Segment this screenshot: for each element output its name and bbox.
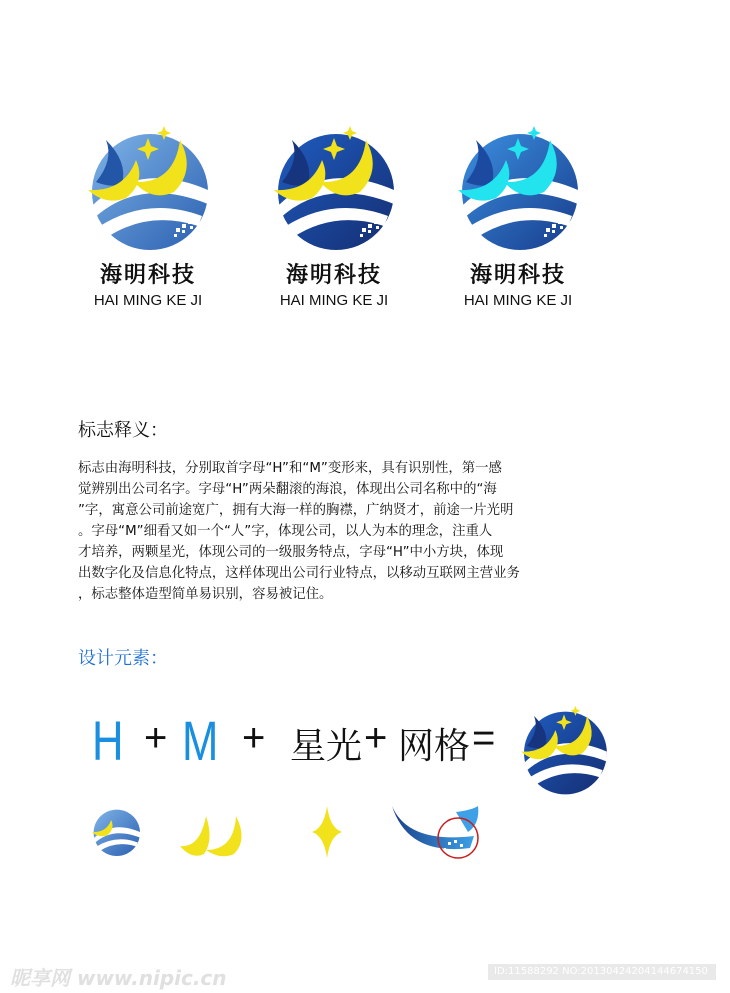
equals-sign: = [472, 716, 496, 760]
meaning-paragraph [78, 458, 638, 605]
logo-variant-light [58, 120, 238, 310]
haiming-logo-icon [264, 120, 404, 250]
haiming-logo-icon [514, 700, 614, 796]
meaning-heading: 标志释义： [78, 420, 168, 441]
plus-sign: + [364, 716, 388, 760]
brand-name-pinyin: HAI MING KE JI [93, 292, 203, 309]
meaning-line: 标志由海明科技，分别取首字母“H”和“M”变形来，具有识别性，第一感 [78, 461, 502, 476]
wave-sphere-icon [88, 800, 144, 860]
element-starlight: 星光 [290, 726, 363, 767]
letter-h: H [92, 709, 124, 772]
watermark-site: 昵享网 www.nipic.cn [10, 966, 227, 990]
haiming-logo-icon [78, 120, 218, 250]
design-heading: 设计元素： [78, 648, 168, 669]
design-elements-row [0, 800, 730, 870]
brand-name-chinese: 海明科技 [469, 263, 566, 288]
element-grid: 网格 [398, 726, 471, 767]
watermark-id-bar: ID:11588292 NO:20130424204144674150 [488, 964, 716, 980]
brand-name-chinese: 海明科技 [99, 263, 196, 288]
logo-variant-dark [244, 120, 424, 310]
meaning-line: 觉辨别出公司名字。字母“H”两朵翻滚的海浪，体现出公司名称中的“海 [78, 482, 497, 497]
brand-name-pinyin: HAI MING KE JI [279, 292, 389, 309]
brand-name-chinese: 海明科技 [285, 263, 382, 288]
meaning-line: ，标志整体造型简单易识别，容易被记住。 [78, 587, 333, 602]
plus-sign: + [242, 716, 266, 760]
meaning-line: ”字，寓意公司前途宽广，拥有大海一样的胸襟，广纳贤才，前途一片光明 [78, 503, 514, 518]
brand-name-pinyin: HAI MING KE JI [463, 292, 573, 309]
m-shape-icon [178, 810, 248, 862]
haiming-logo-icon [448, 120, 588, 250]
meaning-line: 才培养，两颗星光，体现公司的一级服务特点，字母“H”中小方块，体现 [78, 545, 504, 560]
grid-detail-icon [388, 802, 484, 866]
plus-sign: + [144, 716, 168, 760]
letter-m: M [182, 709, 219, 772]
logo-variant-cyan [428, 120, 608, 310]
design-equation [88, 700, 708, 800]
star-icon [310, 804, 344, 860]
meaning-line: 。字母“M”细看又如一个“人”字，体现公司，以人为本的理念，注重人 [78, 524, 493, 539]
meaning-line: 出数字化及信息化特点，这样体现出公司行业特点，以移动互联网主营业务 [78, 566, 520, 581]
